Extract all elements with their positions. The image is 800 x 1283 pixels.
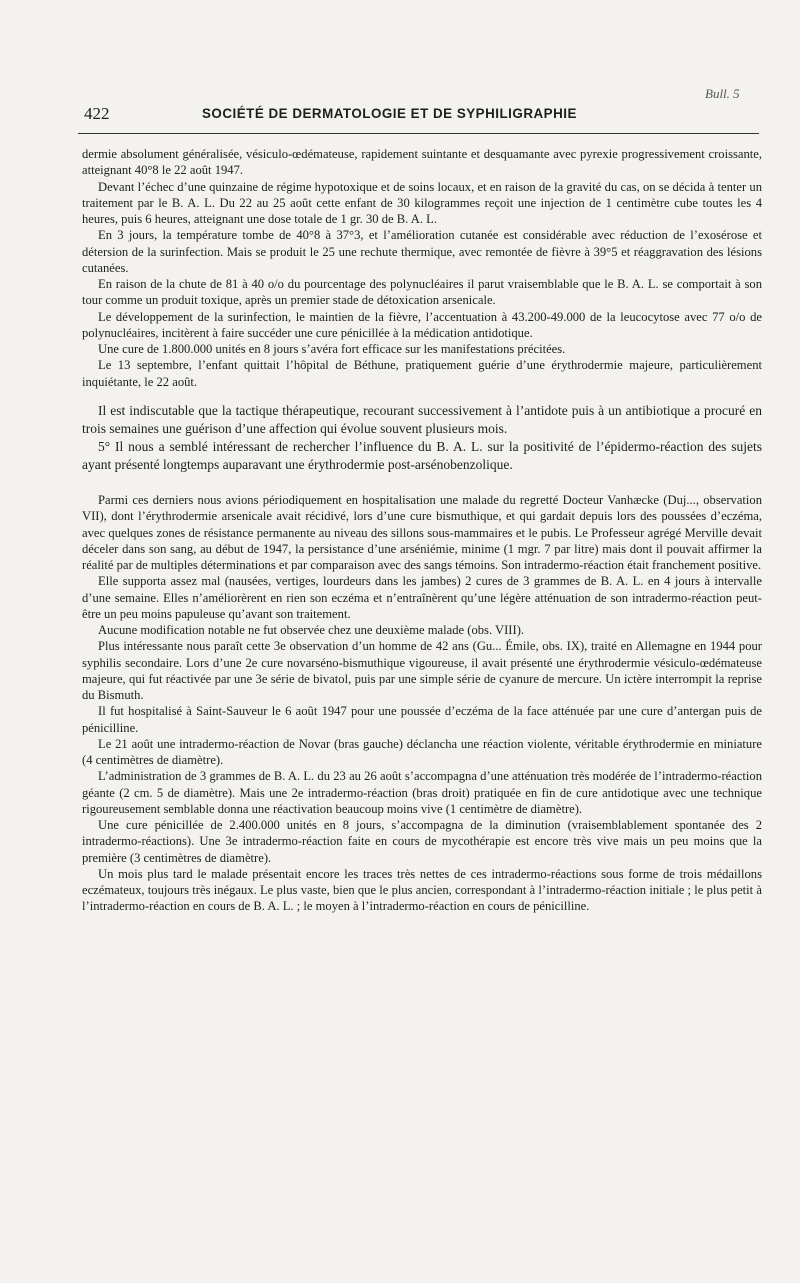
paragraph: 5° Il nous a semblé intéressant de rechercher l’influence du B. A. L. sur la positivité de l’épidermo-réaction des sujets ayant présenté longtemps auparavant une érythrodermie post-arsénobenzolique. (82, 438, 762, 473)
paragraph: Aucune modification notable ne fut observée chez une deuxième malade (obs. VIII). (98, 623, 525, 638)
paragraph: Un mois plus tard le malade présentait encore les traces très nettes de ces intradermo-réactions sous forme de trois médaillons eczémateux, toujours très inégaux. Le plus vaste, bien que le plus ancien, correspondant à l’intradermo-réaction initiale ; le plus petit à l’intradermo-réaction en cours de B. A. L. ; le moyen à l’intradermo-réaction en cours de pénicilline. (82, 866, 762, 914)
paragraph: Une cure de 1.800.000 unités en 8 jours s’avéra fort efficace sur les manifestations précitées. (98, 342, 566, 356)
running-head: SOCIÉTÉ DE DERMATOLOGIE ET DE SYPHILIGRAPHIE (202, 106, 577, 121)
paragraph: Plus intéressante nous paraît cette 3e observation d’un homme de 42 ans (Gu... Émile, obs. IX), traité en Allemagne en 1944 pour syphilis secondaire. Lors d’une 2e cure novarséno-bismuthique vigoureuse, il avait présenté une érythrodermie vésiculo-œdémateuse majeure, qui fut réactivée par une 3e série de bivatol, puis par une simple série de cyanure de mercure. Un ictère interrompit la reprise du Bismuth. (82, 639, 762, 703)
paragraph: Une cure pénicillée de 2.400.000 unités en 8 jours, s’accompagna de la diminution (vraisemblablement spontanée des 2 intradermo-réactions). Une 3e intradermo-réaction faite en cours de mycothérapie est encore très vive mais un peu moins que la première (3 centimètres de diamètre). (82, 818, 762, 865)
header-rule (78, 133, 759, 134)
paragraph: En 3 jours, la température tombe de 40°8 à 37°3, et l’amélioration cutanée est considérable avec réduction de l’exosérose et détersion de la surinfection. Mais se produit le 25 une rechute thermique, avec remontée de fièvre à 39°5 et réaggravation des lésions cutanées. (82, 228, 762, 275)
paragraph: Le 21 août une intradermo-réaction de Novar (bras gauche) déclancha une réaction violente, véritable érythrodermie en miniature (4 centimètres de diamètre). (82, 736, 762, 768)
paragraph: Le 13 septembre, l’enfant quittait l’hôpital de Béthune, pratiquement guérie d’une érythrodermie majeure, particulièrement inquiétante, le 22 août. (82, 358, 762, 389)
paragraph: dermie absolument généralisée, vésiculo-œdémateuse, rapidement suintante et desquamante avec pyrexie progressivement croissante, atteignant 40°8 le 22 août 1947. (82, 147, 762, 178)
paragraph: En raison de la chute de 81 à 40 o/o du pourcentage des polynucléaires il parut vraisemblable que le B. A. L. se comportait à son tour comme un produit toxique, après un premier stade de détoxication arsenicale. (82, 277, 762, 308)
paragraph: Devant l’échec d’une quinzaine de régime hypotoxique et de soins locaux, et en raison de la gravité du cas, on se décida à tenter un traitement par le B. A. L. Du 22 au 25 août cette enfant de 30 kilogrammes reçoit une injection de 1 centimètre cube toutes les 4 heures, puis 6 heures, atteignant une dose totale de 1 gr. 30 de B. A. L. (82, 179, 762, 226)
section-gap (82, 390, 762, 402)
paragraph: Le développement de la surinfection, le maintien de la fièvre, l’accentuation à 43.200-49.000 de la leucocytose avec 77 o/o de polynucléaires, incitèrent à faire succéder une cure pénicillée à la médication antidotique. (82, 309, 762, 340)
body-text (82, 146, 762, 915)
paragraph: L’administration de 3 grammes de B. A. L. du 23 au 26 août s’accompagna d’une atténuation très modérée de l’intradermo-réaction géante (2 cm. 5 de diamètre). Mais une 2e intradermo-réaction (bras droit) pratiquée en fin de cure antidotique avec une technique rigoureusement semblable donna une réactivation beaucoup moins vive (1 centimètre de diamètre). (82, 769, 762, 816)
paragraph: Parmi ces derniers nous avions périodiquement en hospitalisation une malade du regretté Docteur Vanhæcke (Duj..., observation VII), dont l’érythrodermie arsenicale avait récidivé, lors d’une cure bismuthique, et qui gardait depuis lors des poussées d’eczéma, avec quelques zones de résistance permanente au niveau des sillons sous-mammaires et le pubis. Le Professeur agrégé Merville devait déceler dans son sang, au début de 1947, la persistance d’une arséniémie, minime (1 mgr. 7 par litre) mais dont il pouvait affirmer la réalité par de multiples déterminations et par comparaison avec des sangs témoins. Son intradermo-réaction était franchement positive. (82, 493, 762, 573)
paragraph: Elle supporta assez mal (nausées, vertiges, lourdeurs dans les jambes) 2 cures de 3 grammes de B. A. L. en 4 jours à intervalle d’une semaine. Elles n’améliorèrent en rien son eczéma et n’entraînèrent qu’une légère atténuation de son intradermo-réaction peut-être un peu moins papuleuse qu’avant son traitement. (82, 574, 762, 621)
section-gap (82, 474, 762, 492)
margin-note: Bull. 5 (705, 86, 740, 101)
page-number: 422 (84, 104, 110, 123)
paragraph: Il est indiscutable que la tactique thérapeutique, recourant successivement à l’antidote puis à un antibiotique a procuré en trois semaines une guérison d’une affection qui évolue souvent plusieurs mois. (82, 402, 762, 436)
paragraph: Il fut hospitalisé à Saint-Sauveur le 6 août 1947 pour une poussée d’eczéma de la face atténuée par une cure d’antergan puis de pénicilline. (82, 704, 762, 735)
